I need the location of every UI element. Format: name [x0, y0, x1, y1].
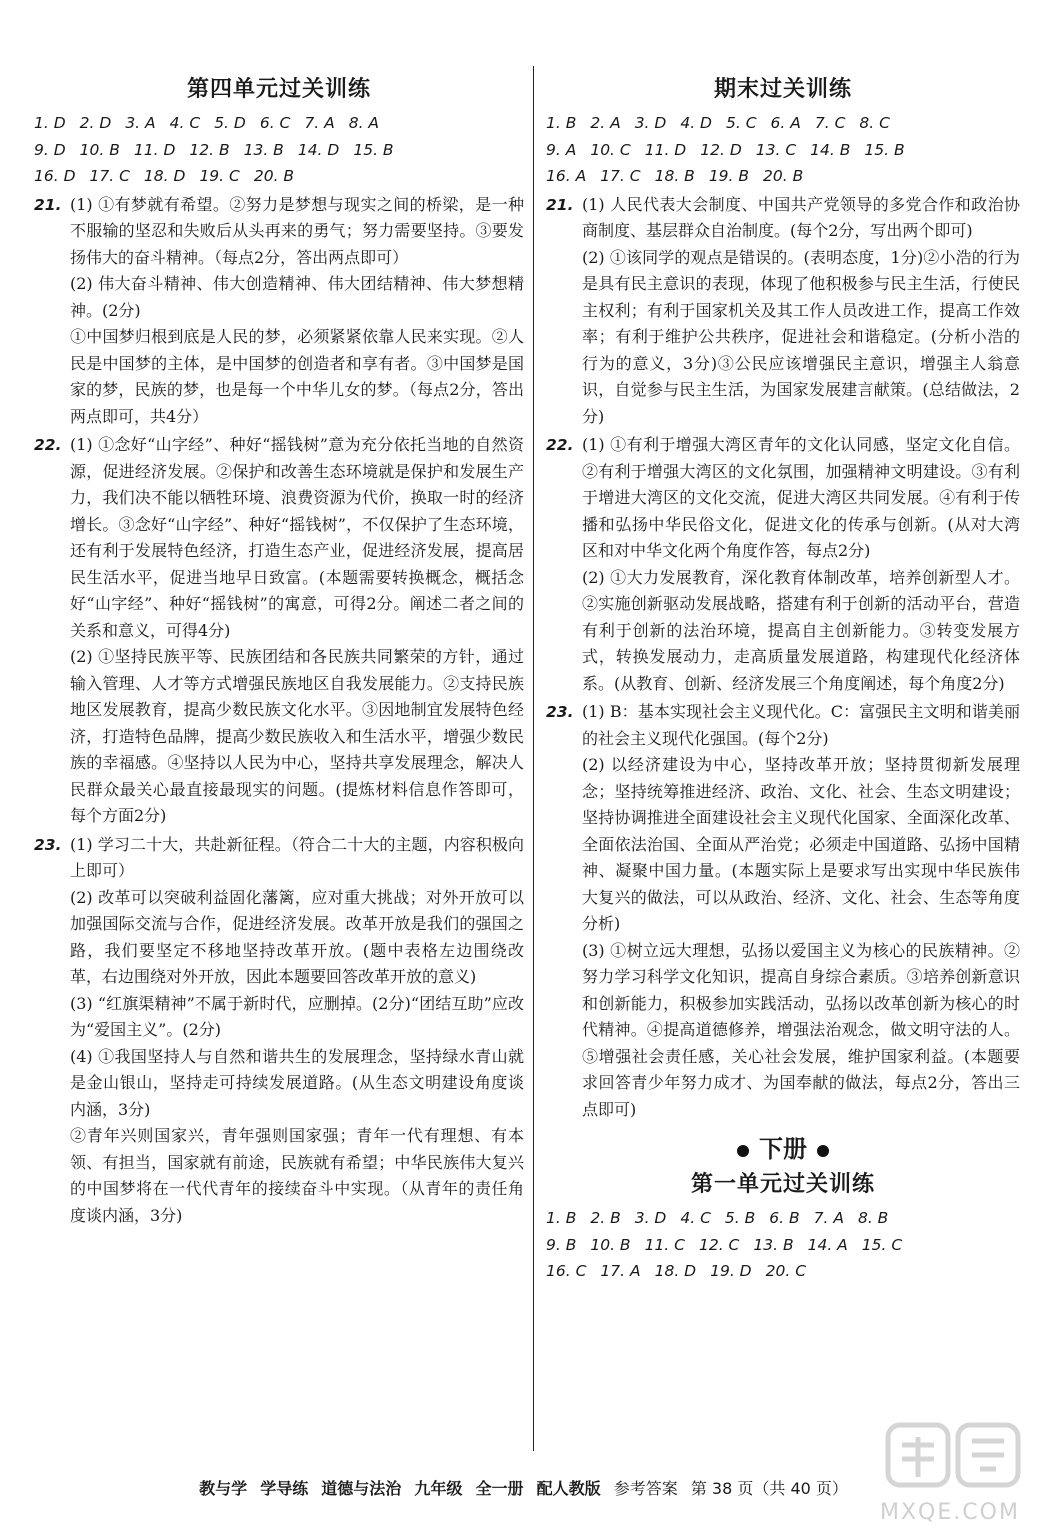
watermark-text: MXQE.COM: [880, 1500, 1020, 1525]
answer-row: [546, 137, 1020, 164]
answer-item: 9. A: [546, 140, 577, 159]
answer-item: 1. D: [34, 114, 66, 132]
answer-row: [34, 137, 524, 164]
answer-paragraph: (2) 改革可以突破利益固化藩篱，应对重大挑战；对外开放可以加强国际交流与合作，促进经济发展。改革开放是我们的强国之路，我们要坚定不移地坚持改革开放。(题中表格左边围绕改革，右边围绕对外开放，因此本题要回答改革开放的意义): [70, 887, 524, 986]
answer-item: 3. D: [634, 1209, 667, 1227]
answer-row: [34, 163, 524, 190]
question-number: 21.: [34, 195, 62, 214]
answer-item: 15. B: [864, 140, 905, 159]
question-22: [546, 432, 1020, 697]
left-column: [34, 70, 524, 1229]
answer-item: 16. A: [546, 167, 587, 185]
answer-item: 5. B: [724, 1209, 756, 1227]
footer-answers: 参考答案: [613, 1479, 678, 1498]
answer-item: 7. A: [304, 114, 335, 132]
answer-row: [546, 1232, 1020, 1259]
answer-item: 12. D: [700, 140, 742, 159]
answer-item: 4. C: [680, 1209, 711, 1227]
section-title-final: 期末过关训练: [713, 76, 852, 102]
volume-label: 下册: [759, 1134, 807, 1163]
answer-item: 20. C: [765, 1262, 807, 1280]
question-21: [546, 192, 1020, 431]
answer-item: 13. B: [753, 1235, 794, 1254]
footer-subject: 道德与法治: [321, 1479, 402, 1498]
footer-edition: 配人教版: [536, 1479, 601, 1498]
question-body: [582, 699, 1020, 1123]
footer-volume: 全一册: [475, 1479, 524, 1498]
answer-row: [546, 163, 1020, 190]
bullet-icon: [737, 1145, 749, 1157]
bullet-icon: [817, 1145, 829, 1157]
answer-item: 2. D: [79, 114, 112, 132]
answer-item: 10. B: [590, 1235, 631, 1254]
answer-item: 2. B: [590, 1209, 621, 1227]
answer-item: 15. B: [353, 140, 394, 159]
answer-paragraph: (3) “红旗渠精神”不属于新时代，应删掉。(2分)“团结互助”应改为“爱国主义”。(2分): [70, 993, 524, 1039]
answer-paragraph: (3) ①树立远大理想，弘扬以爱国主义为核心的民族精神。②努力学习科学文化知识，提高自身综合素质。③培养创新意识和创新能力，积极参加实践活动，弘扬以改革创新为核心的时代精神。④提高道德修养，增强法治观念，做文明守法的人。⑤增强社会责任感，关心社会发展，维护国家利益。(本题要求回答青少年努力成才、为国奉献的做法，每点2分，答出三点即可): [582, 940, 1020, 1119]
answer-item: 9. D: [34, 140, 66, 159]
answer-row: [546, 1258, 1020, 1285]
answer-item: 18. D: [143, 167, 186, 185]
answer-item: 16. D: [34, 167, 76, 185]
question-body: [582, 432, 1020, 697]
answer-item: 1. B: [546, 114, 577, 132]
question-23: [546, 699, 1020, 1123]
answer-item: 5. D: [214, 114, 246, 132]
answer-item: 16. C: [546, 1262, 587, 1280]
watermark-seal-icon: [880, 1415, 1030, 1505]
answer-item: 1. B: [546, 1209, 577, 1227]
answer-item: 14. B: [810, 140, 851, 159]
answer-item: 19. B: [708, 167, 750, 185]
answer-item: 13. B: [243, 140, 284, 159]
question-22: [34, 432, 524, 830]
footer-book: 教与学: [199, 1479, 248, 1498]
answer-paragraph: (4) ①我国坚持人与自然和谐共生的发展理念，坚持绿水青山就是金山银山，坚持走可持续发展道路。(从生态文明建设角度谈内涵，3分): [70, 1046, 524, 1119]
question-number: 21.: [546, 195, 574, 214]
answer-item: 4. C: [169, 114, 201, 132]
answer-item: 6. B: [769, 1209, 800, 1227]
answer-paragraph: (2) ①大力发展教育，深化教育体制改革，培养创新型人才。②实施创新驱动发展战略，搭建有利于创新的活动平台，营造有利于创新的法治环境，提高自主创新能力。③转变发展方式，转换发展动力，走高质量发展道路，构建现代化经济体系。(从教育、创新、经济发展三个角度阐述，每个角度2分): [582, 567, 1020, 693]
question-body: [582, 192, 1020, 431]
answer-paragraph: (1) ①有梦就有希望。②努力是梦想与现实之间的桥梁，是一种不服输的坚忍和失败后从头再来的勇气；努力需要坚持。③要发扬伟大的奋斗精神。（每点2分，答出两点即可）: [70, 194, 524, 267]
answer-paragraph: (2) ①坚持民族平等、民族团结和各民族共同繁荣的方针，通过输入管理、人才等方式增强民族地区自我发展能力。②支持民族地区发展教育，提高少数民族文化水平。③因地制宜发展特色经济，打造特色品牌，提高少数民族收入和生活水平，增强少数民族的幸福感。④坚持以人民为中心，坚持共享发展理念，解决人民群众最关心最直接最现实的问题。(提炼材料信息作答即可，每个方面2分): [70, 647, 524, 825]
answer-item: 18. B: [654, 167, 695, 185]
footer-grade: 九年级: [414, 1479, 463, 1498]
footer-series: 学导练: [260, 1479, 309, 1498]
answer-item: 6. A: [770, 114, 801, 132]
answer-paragraph: (2) 伟大奋斗精神、伟大创造精神、伟大团结精神、伟大梦想精神。(2分): [70, 274, 524, 320]
answer-item: 14. D: [297, 140, 340, 159]
question-number: 23.: [546, 703, 574, 721]
answer-paragraph: (1) 人民代表大会制度、中国共产党领导的多党合作和政治协商制度、基层群众自治制度。(每个2分，写出两个即可): [582, 194, 1020, 240]
answer-key-unit1: [546, 1205, 1020, 1285]
answer-row: [34, 110, 524, 137]
answer-item: 9. B: [546, 1235, 577, 1254]
answer-item: 3. D: [634, 114, 667, 132]
answer-item: 17. A: [600, 1262, 641, 1280]
answer-item: 17. C: [600, 167, 641, 185]
answer-item: 20. B: [763, 167, 804, 185]
answer-item: 2. A: [590, 114, 621, 132]
question-body: [70, 192, 524, 431]
answer-item: 17. C: [89, 167, 130, 185]
answer-item: 7. C: [814, 114, 846, 132]
answer-item: 11. D: [133, 140, 176, 159]
question-body: [70, 832, 524, 1230]
volume-marker: [546, 1133, 1020, 1165]
answer-item: 12. C: [698, 1235, 740, 1254]
answer-paragraph: (2) 以经济建设为中心，坚持改革开放；坚持贯彻新发展理念；坚持统筹推进经济、政治、文化、社会、生态文明建设；坚持协调推进全面建设社会主义现代化国家、全面深化改革、全面依法治国、全面从严治党；必须走中国道路、弘扬中国精神、凝聚中国力量。(本题实际上是要求写出实现中华民族伟大复兴的做法，可以从政治、经济、文化、社会、生态等角度分析): [582, 755, 1020, 933]
answer-item: 12. B: [189, 140, 230, 159]
right-column: [546, 70, 1020, 1285]
answer-key-final: [546, 110, 1020, 190]
answer-item: 11. D: [644, 140, 687, 159]
answer-paragraph: (2) ①该同学的观点是错误的。(表明态度，1分)②小浩的行为是具有民主意识的表现，体现了他积极参与民主生活，行使民主权利；有利于国家机关及其工作人员改进工作，提高工作效率；有利于维护公共秩序，促进社会和谐稳定。(分析小浩的行为的意义，3分)③公民应该增强民主意识，增强主人翁意识，自觉参与民主生活，为国家发展建言献策。(总结做法，2分): [582, 247, 1020, 426]
answer-item: 14. A: [807, 1235, 848, 1254]
answer-item: 6. C: [259, 114, 291, 132]
answer-item: 8. C: [859, 114, 890, 132]
answer-paragraph: (1) ①念好“山字经”、种好“摇钱树”意为充分依托当地的自然资源，促进经济发展。②保护和改善生态环境就是保护和发展生产力，我们决不能以牺牲环境、浪费资源为代价，换取一时的经济增长。③念好“山字经”、种好“摇钱树”，不仅保护了生态环境，还有利于发展特色经济，打造生态产业，促进经济发展，提高居民生活水平，促进当地早日致富。(本题需要转换概念，概括念好“山字经”、种好“摇钱树”的寓意，可得2分。阐述二者之间的关系和意义，可得4分): [70, 435, 524, 640]
answer-paragraph: ①中国梦归根到底是人民的梦，必须紧紧依靠人民来实现。②人民是中国梦的主体，是中国梦的创造者和享有者。③中国梦是国家的梦，民族的梦，也是每一个中华儿女的梦。（每点2分，答出两点即可，共4分）: [70, 327, 524, 426]
footer-page-number: 第 38 页（共 40 页）: [690, 1479, 848, 1498]
section-title-unit1: 第一单元过关训练: [690, 1171, 875, 1197]
question-number: 23.: [34, 835, 62, 854]
answer-item: 13. C: [755, 140, 797, 159]
answer-paragraph: ②青年兴则国家兴，青年强则国家强；青年一代有理想、有本领、有担当，国家就有前途，民族就有希望；中华民族伟大复兴的中国梦将在一代代青年的接续奋斗中实现。（从青年的责任角度谈内涵，3分): [70, 1126, 524, 1225]
question-23: [34, 832, 524, 1230]
answer-item: 15. C: [861, 1235, 903, 1254]
column-divider: [533, 66, 534, 1451]
question-number: 22.: [34, 436, 62, 454]
answer-row: [546, 1205, 1020, 1232]
question-21: [34, 192, 524, 431]
answer-row: [546, 110, 1020, 137]
section-title-unit4: 第四单元过关训练: [186, 76, 371, 102]
answer-item: 18. D: [654, 1262, 697, 1280]
answer-item: 10. B: [79, 140, 120, 159]
answer-item: 4. D: [680, 114, 712, 132]
answer-item: 8. A: [348, 114, 380, 132]
answer-item: 8. B: [857, 1209, 889, 1227]
answer-item: 7. A: [813, 1209, 844, 1227]
question-number: 22.: [546, 436, 574, 454]
answer-item: 19. D: [710, 1262, 752, 1280]
question-body: [70, 432, 524, 830]
answer-item: 20. B: [253, 167, 295, 185]
answer-key-unit4: [34, 110, 524, 190]
answer-paragraph: (1) B：基本实现社会主义现代化。C：富强民主文明和谐美丽的社会主义现代化强国。(每个2分): [582, 702, 1020, 748]
answer-item: 11. C: [644, 1235, 685, 1254]
answer-paragraph: (1) 学习二十大，共赴新征程。（符合二十大的主题，内容积极向上即可）: [70, 834, 524, 880]
answer-paragraph: (1) ①有利于增强大湾区青年的文化认同感，坚定文化自信。②有利于增强大湾区的文化氛围，加强精神文明建设。③有利于增进大湾区的文化交流，促进大湾区共同发展。④有利于传播和弘扬中华民俗文化，促进文化的传承与创新。(从对大湾区和对中华文化两个角度作答，每点2分): [582, 435, 1020, 560]
answer-item: 5. C: [726, 114, 757, 132]
answer-item: 10. C: [590, 140, 631, 159]
answer-item: 3. A: [125, 114, 156, 132]
watermark-logo: [880, 1415, 1030, 1525]
answer-item: 19. C: [199, 167, 240, 185]
